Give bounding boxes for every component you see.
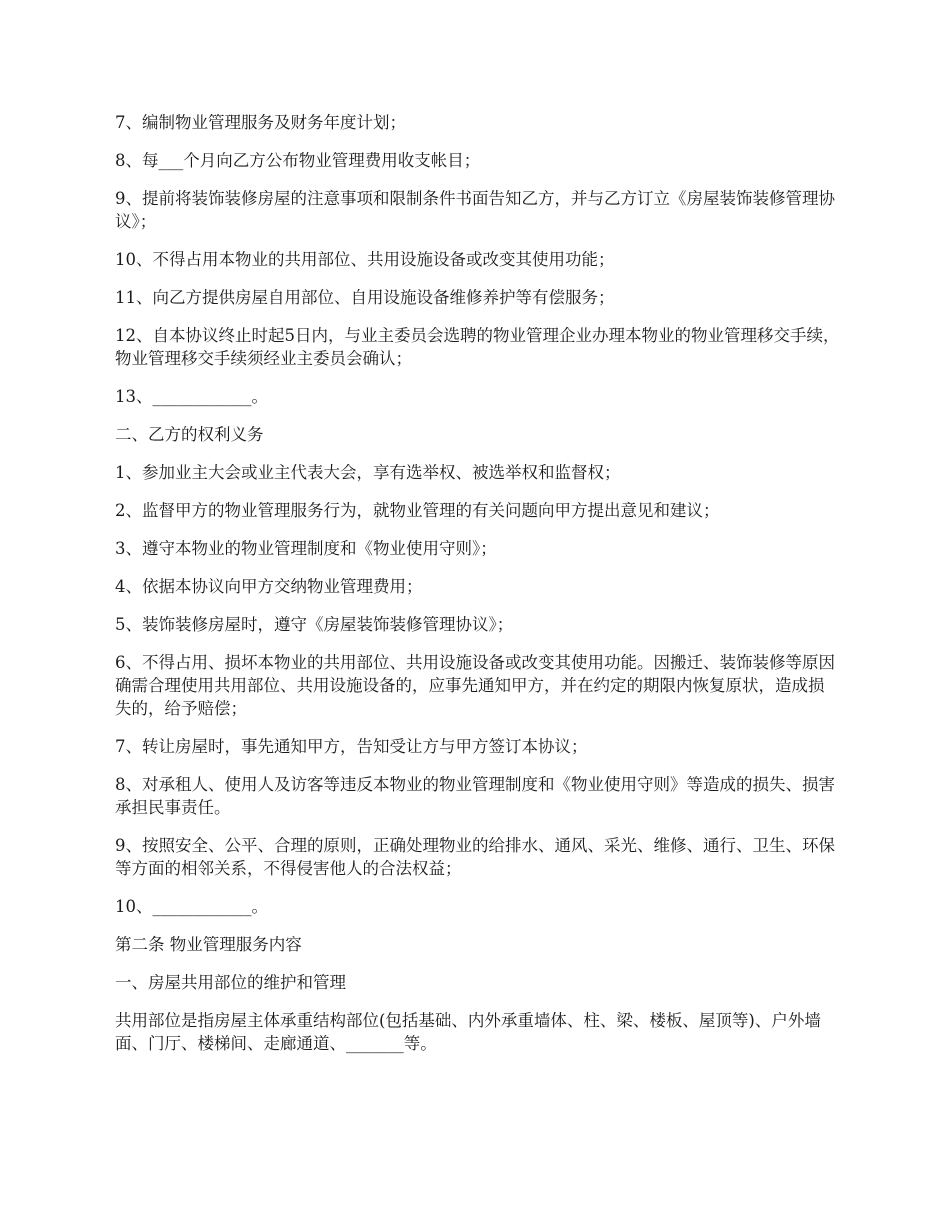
article-heading: 第二条 物业管理服务内容 [115, 935, 302, 954]
paragraph: 8、对承租人、使用人及访客等违反本物业的物业管理制度和《物业使用守则》等造成的损失、损害承担民事责任。 [115, 775, 835, 817]
document-body [115, 111, 840, 1070]
paragraph: 1、参加业主大会或业主代表大会，享有选举权、被选举权和监督权； [115, 463, 621, 482]
paragraph: 9、提前将装饰装修房屋的注意事项和限制条件书面告知乙方，并与乙方订立《房屋装饰装修管理协议》； [115, 189, 835, 231]
section-heading: 一、房屋共用部位的维护和管理 [115, 973, 346, 992]
paragraph: 6、不得占用、损坏本物业的共用部位、共用设施设备或改变其使用功能。因搬迁、装饰装修等原因确需合理使用共用部位、共用设施设备的，应事先通知甲方，并在约定的期限内恢复原状，造成损失的，给予赔偿； [115, 653, 835, 718]
paragraph: 4、依据本协议向甲方交纳物业管理费用； [115, 577, 423, 596]
paragraph: 5、装饰装修房屋时，遵守《房屋装饰装修管理协议》； [115, 615, 514, 634]
paragraph: 9、按照安全、公平、合理的原则，正确处理物业的给排水、通风、采光、维修、通行、卫生、环保等方面的相邻关系，不得侵害他人的合法权益； [115, 836, 835, 878]
section-heading: 二、乙方的权利义务 [115, 425, 264, 444]
paragraph: 13、____________。 [115, 387, 268, 406]
paragraph: 共用部位是指房屋主体承重结构部位(包括基础、内外承重墙体、柱、梁、楼板、屋顶等)、户外墙面、门厅、楼梯间、走廊通道、_______等。 [115, 1011, 821, 1053]
paragraph: 11、向乙方提供房屋自用部位、自用设施设备维修养护等有偿服务； [115, 288, 615, 307]
paragraph: 10、不得占用本物业的共用部位、共用设施设备或改变其使用功能； [115, 250, 615, 269]
paragraph: 10、____________。 [115, 897, 268, 916]
paragraph: 2、监督甲方的物业管理服务行为，就物业管理的有关问题向甲方提出意见和建议； [115, 501, 720, 520]
paragraph: 7、编制物业管理服务及财务年度计划； [115, 113, 406, 132]
paragraph: 12、自本协议终止时起5日内，与业主委员会选聘的物业管理企业办理本物业的物业管理移交手续，物业管理移交手续须经业主委员会确认； [115, 326, 840, 368]
paragraph: 8、每___个月向乙方公布物业管理费用收支帐目； [115, 151, 481, 170]
paragraph: 3、遵守本物业的物业管理制度和《物业使用守则》； [115, 539, 497, 558]
paragraph: 7、转让房屋时，事先通知甲方，告知受让方与甲方签订本协议； [115, 737, 588, 756]
